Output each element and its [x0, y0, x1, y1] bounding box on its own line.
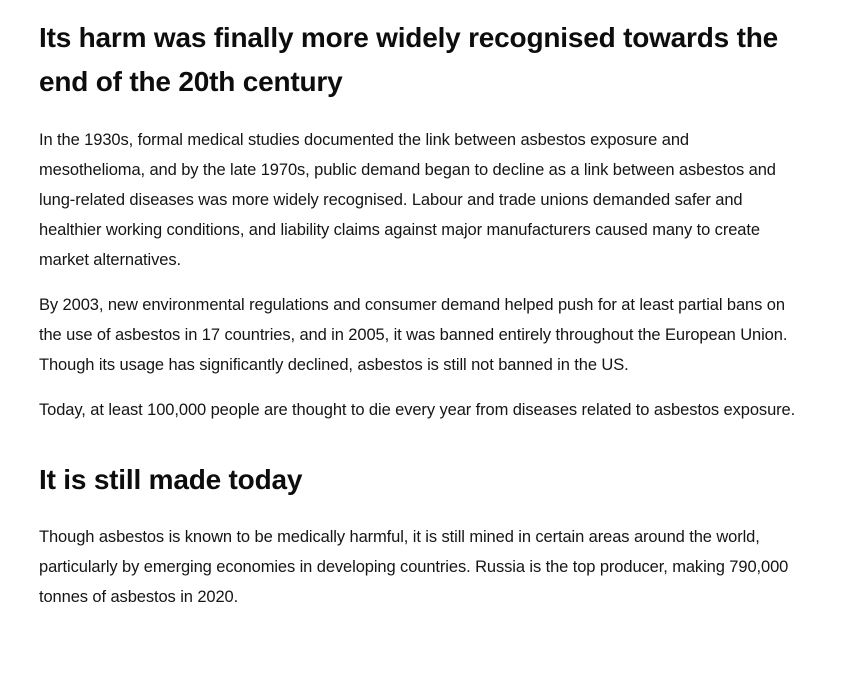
- paragraph-2003-bans: By 2003, new environmental regulations and consumer demand helped push for at least partial bans on the use of asbestos in 17 countries, and in 2005, it was banned entirely throughout the European Union. Though its usage has significantly declined, asbestos is still not banned in the US.: [39, 296, 788, 374]
- section-heading-still-made: It is still made today: [39, 464, 303, 495]
- paragraph-1930s-studies: In the 1930s, formal medical studies documented the link between asbestos exposure and mesothelioma, and by the late 1970s, public demand began to decline as a link between asbestos and lung-related diseases was more widely recognised. Labour and trade unions demanded safer and healthier working conditions, and liability claims against major manufacturers caused many to create market alternatives.: [39, 131, 776, 269]
- section-heading-harm-recognised: Its harm was finally more widely recognised towards the end of the 20th century: [39, 22, 778, 97]
- paragraph-deaths-today: Today, at least 100,000 people are thought to die every year from diseases related to asbestos exposure.: [39, 401, 796, 419]
- paragraph-still-mined: Though asbestos is known to be medically harmful, it is still mined in certain areas around the world, particularly by emerging economies in developing countries. Russia is the top producer, making 790,000 tonnes of asbestos in 2020.: [39, 528, 789, 606]
